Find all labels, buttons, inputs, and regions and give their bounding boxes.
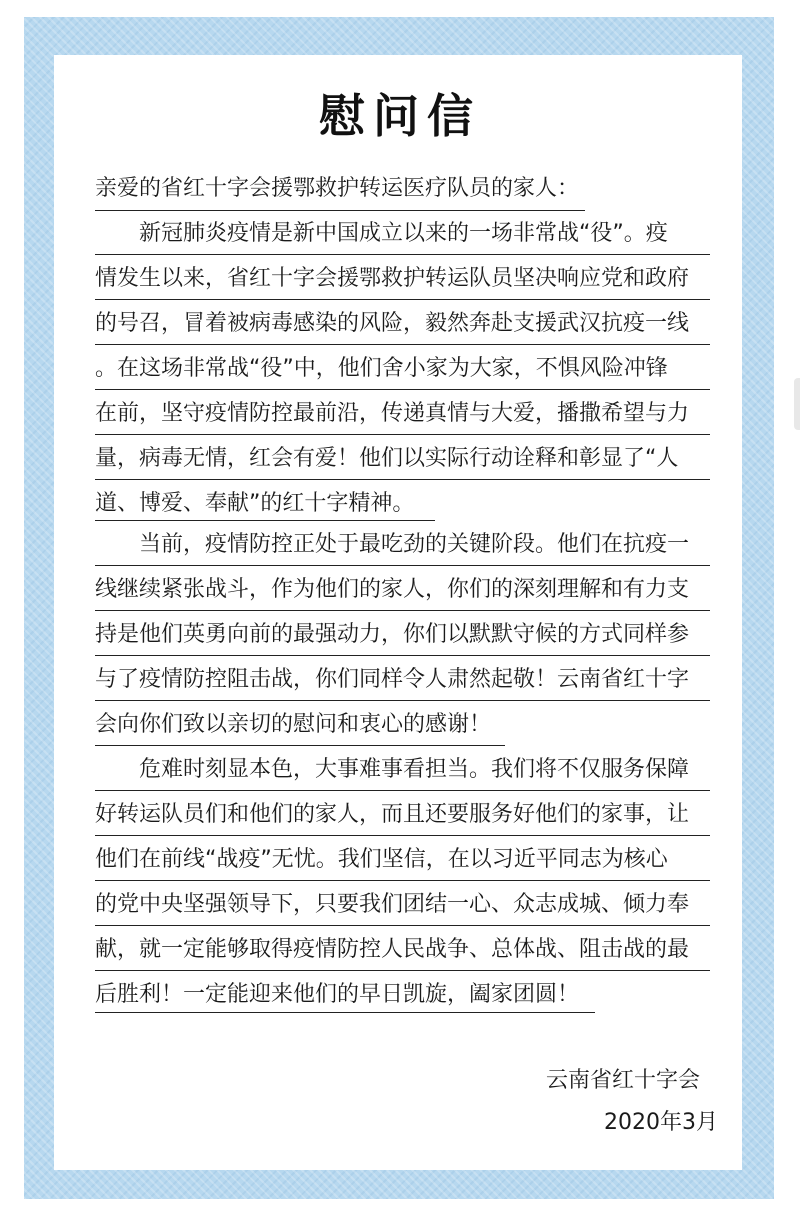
text-line: 的号召，冒着被病毒感染的风险，毅然奔赴支援武汉抗疫一线	[95, 311, 690, 336]
text-line: 道、博爱、奉献”的红十字精神。	[95, 491, 415, 516]
text-line: 在前，坚守疫情防控最前沿，传递真情与大爱，播撒希望与力	[95, 401, 690, 426]
text-line: 与了疫情防控阻击战，你们同样令人肃然起敬！云南省红十字	[95, 667, 690, 692]
underline	[95, 970, 710, 971]
underline	[95, 655, 710, 656]
text-line: 量，病毒无情，红会有爱！他们以实际行动诠释和彰显了“人	[95, 446, 679, 471]
underline	[95, 389, 710, 390]
underline	[95, 745, 505, 746]
underline	[95, 254, 710, 255]
text-line: 的党中央坚强领导下，只要我们团结一心、众志成城、倾力奉	[95, 892, 690, 917]
scroll-handle[interactable]	[794, 378, 800, 430]
text-line: 后胜利！一定能迎来他们的早日凯旋，阖家团圆！	[95, 982, 580, 1007]
underline	[95, 790, 710, 791]
underline	[95, 210, 585, 211]
underline	[95, 880, 710, 881]
salutation: 亲爱的省红十字会援鄂救护转运医疗队员的家人：	[95, 176, 580, 201]
text-line: 。在这场非常战“役”中，他们舍小家为大家，不惧风险冲锋	[95, 356, 668, 381]
underline	[95, 344, 710, 345]
text-line: 献，就一定能够取得疫情防控人民战争、总体战、阻击战的最	[95, 937, 690, 962]
text-line: 情发生以来，省红十字会援鄂救护转运队员坚决响应党和政府	[95, 266, 690, 291]
date: 2020年3月	[604, 1110, 718, 1135]
text-line: 好转运队员们和他们的家人，而且还要服务好他们的家事，让	[95, 802, 690, 827]
underline	[95, 479, 710, 480]
text-line: 会向你们致以亲切的慰问和衷心的感谢！	[95, 712, 492, 737]
letter-title: 慰问信	[319, 89, 481, 143]
underline	[95, 299, 710, 300]
text-line: 危难时刻显本色，大事难事看担当。我们将不仅服务保障	[139, 757, 690, 782]
text-line: 线继续紧张战斗，作为他们的家人，你们的深刻理解和有力支	[95, 577, 690, 602]
signature: 云南省红十字会	[546, 1068, 701, 1093]
underline	[95, 1012, 595, 1013]
text-line: 当前，疫情防控正处于最吃劲的关键阶段。他们在抗疫一	[139, 532, 690, 557]
underline	[95, 565, 710, 566]
underline	[95, 434, 710, 435]
underline	[95, 610, 710, 611]
text-line: 新冠肺炎疫情是新中国成立以来的一场非常战“役”。疫	[139, 221, 668, 246]
underline	[95, 925, 710, 926]
underline	[95, 700, 710, 701]
underline	[95, 835, 710, 836]
text-line: 持是他们英勇向前的最强动力，你们以默默守候的方式同样参	[95, 622, 690, 647]
text-line: 他们在前线“战疫”无忧。我们坚信，在以习近平同志为核心	[95, 847, 668, 872]
underline	[95, 520, 435, 521]
